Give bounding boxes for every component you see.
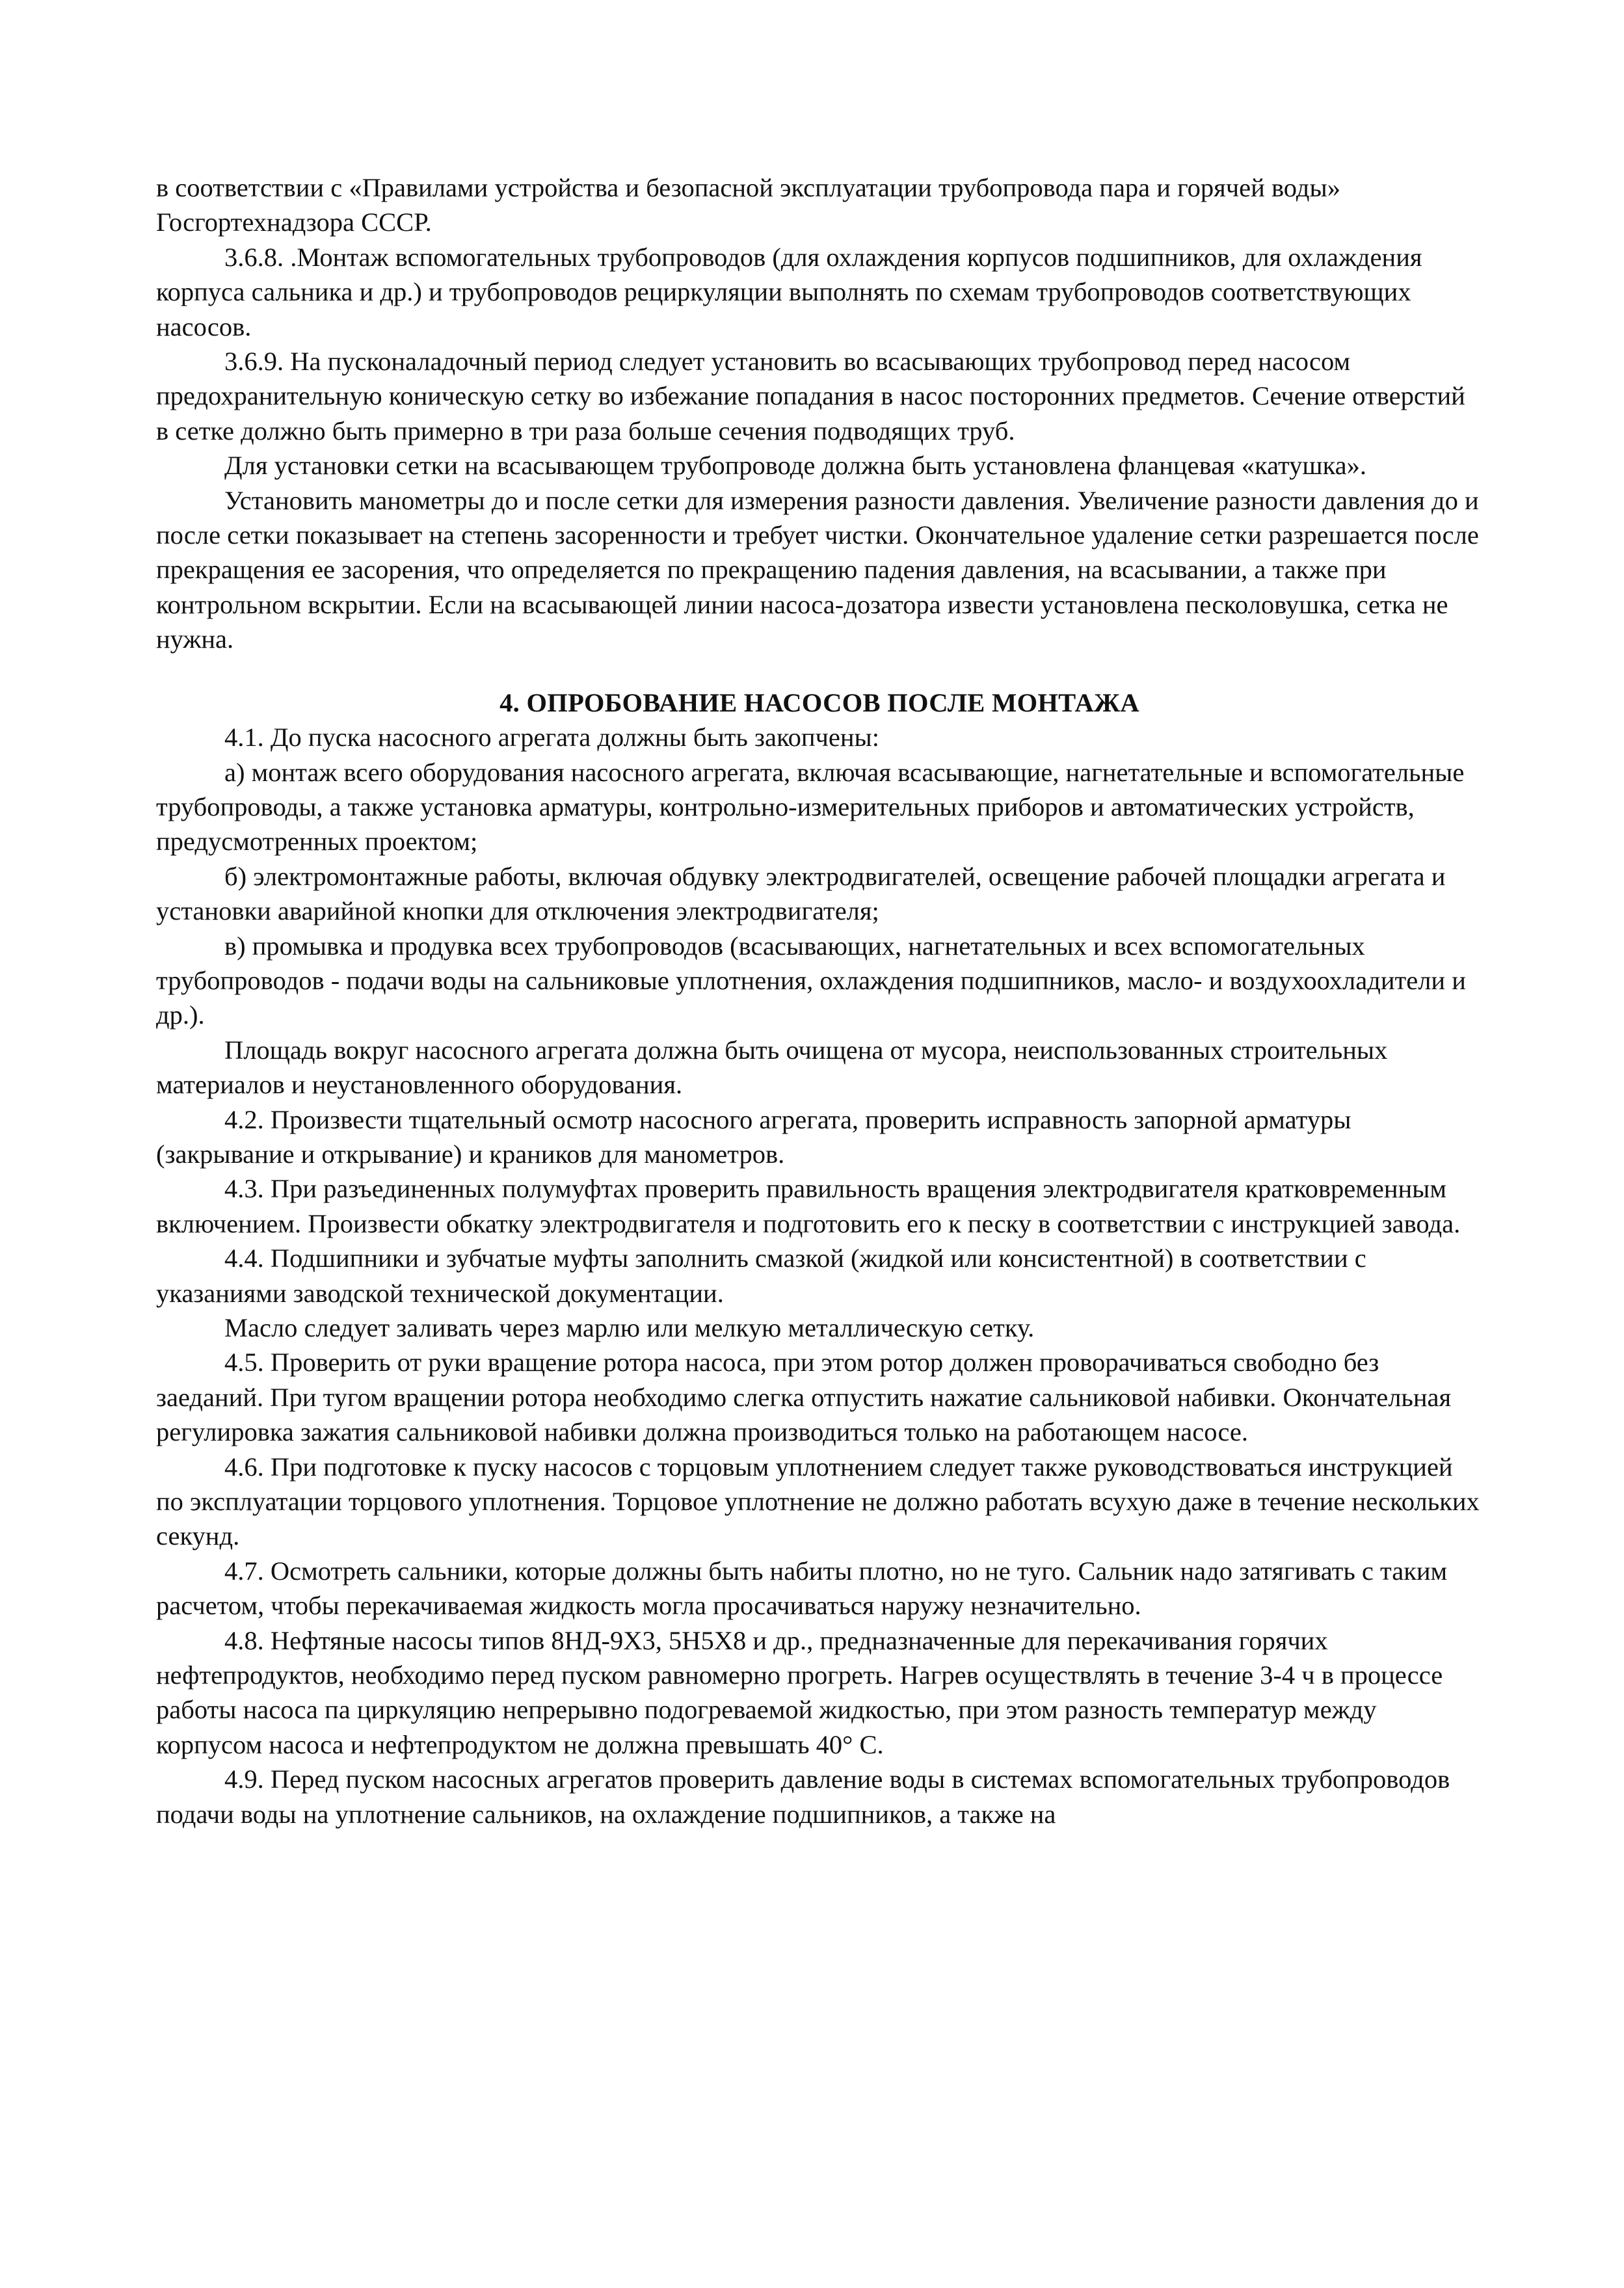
paragraph-4-4: 4.4. Подшипники и зубчатые муфты заполнить смазкой (жидкой или консистентной) в соответствии с указаниями заводской технической документации.: [156, 1244, 1366, 1308]
paragraph-4-1-c: в) промывка и продувка всех трубопроводов (всасывающих, нагнетательных и всех вспомогательных трубопроводов - подачи воды на сальниковые уплотнения, охлаждения подшипников, масло- и воздухоохладители и др.).: [156, 931, 1466, 1030]
paragraph-area-cleaning: Площадь вокруг насосного агрегата должна быть очищена от мусора, неиспользованных строительных материалов и неустановленного оборудования.: [156, 1035, 1388, 1100]
document-page: [156, 170, 1483, 1831]
paragraph-4-6: 4.6. При подготовке к пуску насосов с торцовым уплотнением следует также руководствоваться инструкцией по эксплуатации торцового уплотнения. Торцовое уплотнение не должно работать всухую даже в течение нескольких секунд.: [156, 1452, 1480, 1551]
paragraph-3-6-9: 3.6.9. На пусконаладочный период следует установить во всасывающих трубопровод перед насосом предохранительную коническую сетку во избежание попадания в насос посторонних предметов. Сечение отверстий в сетке должно быть примерно в три раза больше сечения подводящих труб.: [156, 347, 1465, 446]
paragraph-oil: Масло следует заливать через марлю или мелкую металлическую сетку.: [224, 1313, 1035, 1342]
paragraph-4-2: 4.2. Произвести тщательный осмотр насосного агрегата, проверить исправность запорной арматуры (закрывание и открывание) и краников для манометров.: [156, 1104, 1351, 1169]
paragraph-4-5: 4.5. Проверить от руки вращение ротора насоса, при этом ротор должен проворачиваться свободно без заеданий. При тугом вращении ротора необходимо слегка отпустить нажатие сальниковой набивки. Окончательная регулировка зажатия сальниковой набивки должна производиться только на работающем насосе.: [156, 1348, 1452, 1447]
paragraph-flange-spool: Для установки сетки на всасывающем трубопроводе должна быть установлена фланцевая «катушка».: [224, 451, 1367, 481]
paragraph-3-6-8: 3.6.8. .Монтаж вспомогательных трубопроводов (для охлаждения корпусов подшипников, для охлаждения корпуса сальника и др.) и трубопроводов рециркуляции выполнять по схемам трубопроводов соответствующих насосов.: [156, 242, 1422, 341]
paragraph-4-1: 4.1. До пуска насосного агрегата должны быть закопчены:: [224, 723, 879, 752]
paragraph-4-1-b: б) электромонтажные работы, включая обдувку электродвигателей, освещение рабочей площадки агрегата и установки аварийной кнопки для отключения электродвигателя;: [156, 861, 1446, 926]
paragraph-4-1-a: а) монтаж всего оборудования насосного агрегата, включая всасывающие, нагнетательные и вспомогательные трубопроводы, а также установка арматуры, контрольно-измерительных приборов и автоматических устройств, предусмотренных проектом;: [156, 757, 1465, 857]
paragraph-manometers: Установить манометры до и после сетки для измерения разности давления. Увеличение разности давления до и после сетки показывает на степень засоренности и требует чистки. Окончательное удаление сетки разрешается после прекращения ее засорения, что определяется по прекращению падения давления, на всасывании, а также при контрольном вскрытии. Если на всасывающей линии насоса-дозатора извести установлена песколовушка, сетка не нужна.: [156, 485, 1479, 654]
paragraph-4-9: 4.9. Перед пуском насосных агрегатов проверить давление воды в системах вспомогательных трубопроводов подачи воды на уплотнение сальников, на охлаждение подшипников, а также на: [156, 1764, 1450, 1829]
paragraph-4-7: 4.7. Осмотреть сальники, которые должны быть набиты плотно, но не туго. Сальник надо затягивать с таким расчетом, чтобы перекачиваемая жидкость могла просачиваться наружу незначительно.: [156, 1556, 1448, 1621]
section-heading: 4. ОПРОБОВАНИЕ НАСОСОВ ПОСЛЕ МОНТАЖА: [499, 687, 1139, 717]
paragraph-4-8: 4.8. Нефтяные насосы типов 8НД-9Х3, 5Н5Х8 и др., предназначенные для перекачивания горячих нефтепродуктов, необходимо перед пуском равномерно прогреть. Нагрев осуществлять в течение 3-4 ч в процессе работы насоса па циркуляцию непрерывно подогреваемой жидкостью, при этом разность температур между корпусом насоса и нефтепродуктом не должна превышать 40° С.: [156, 1625, 1443, 1759]
paragraph-4-3: 4.3. При разъединенных полумуфтах проверить правильность вращения электродвигателя кратковременным включением. Произвести обкатку электродвигателя и подготовить его к песку в соответствии с инструкцией завода.: [156, 1174, 1461, 1238]
paragraph-continuation: в соответствии с «Правилами устройства и безопасной эксплуатации трубопровода пара и горячей воды» Госгортехнадзора СССР.: [156, 173, 1340, 237]
